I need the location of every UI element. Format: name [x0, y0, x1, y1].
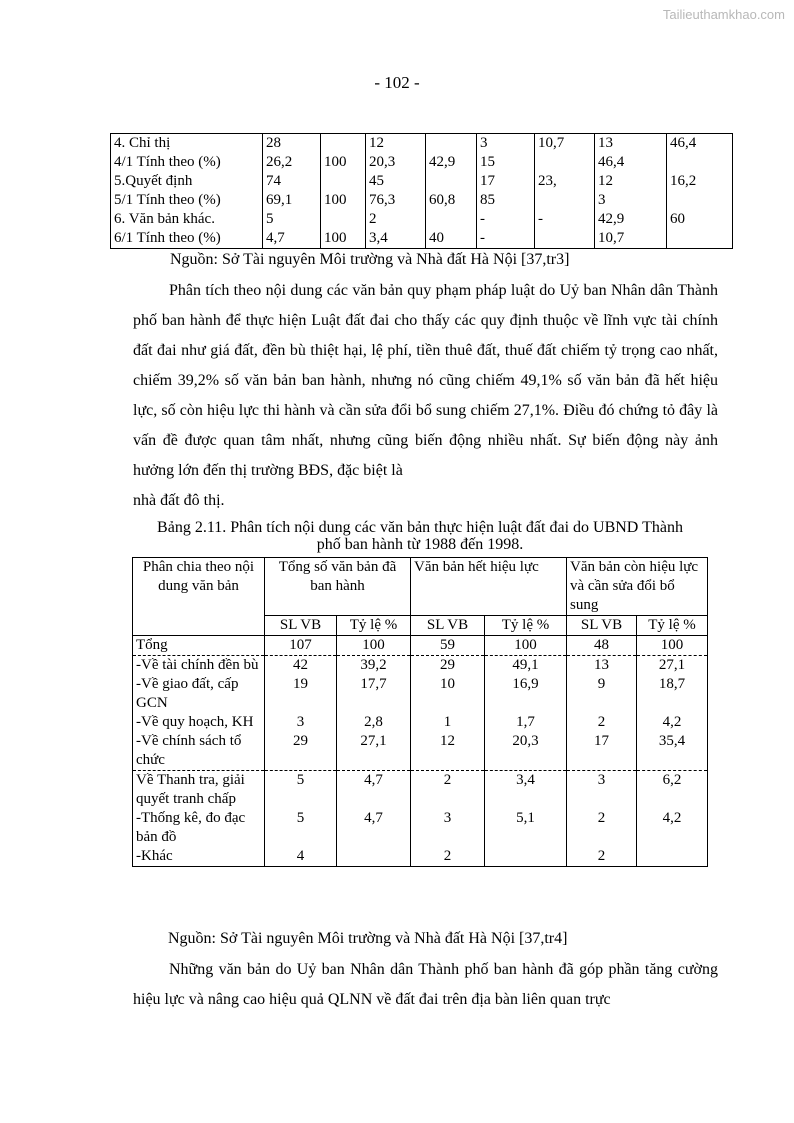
table-cell: 4,2: [637, 713, 708, 732]
table-cell: [667, 229, 733, 249]
table-cell: 13: [595, 134, 667, 154]
table-cell: 13: [567, 656, 637, 676]
table-cell: 2: [411, 847, 485, 867]
row-label: 4. Chỉ thị: [111, 134, 263, 154]
table-cell: 40: [426, 229, 477, 249]
row-label: -Thống kê, đo đạc bản đồ: [133, 809, 265, 847]
table-cell: 39,2: [337, 656, 411, 676]
table-cell: -: [477, 229, 535, 249]
table-cell: 19: [265, 675, 337, 713]
paragraph-analysis-text: Phân tích theo nội dung các văn bản quy phạm pháp luật do Uỷ ban Nhân dân Thành phố ban hành để thực hiện Luật đất đai cho thấy các quy định thuộc về lĩnh vực tài chính đất đai như giá đất, đền bù thiệt hại, lệ phí, tiền thuê đất, thuế đất chiếm tỷ trọng cao nhất, chiếm 39,2% số văn bản ban hành, nhưng nó cũng chiếm 49,1% số văn bản đã hết hiệu lực, số còn hiệu lực thi hành và cần sửa đổi bổ sung chiếm 27,1%. Điều đó chứng tỏ đây là vấn đề được quan tâm nhất, nhưng cũng biến động nhiều nhất. Sự biến động này ảnh hưởng lớn đến thị trường BĐS, đặc biệt là: [133, 282, 718, 479]
table-cell: 69,1: [263, 191, 321, 210]
row-label: 6/1 Tính theo (%): [111, 229, 263, 249]
row-label: -Về quy hoạch, KH: [133, 713, 265, 732]
table-cell: 12: [595, 172, 667, 191]
table-cell: [535, 191, 595, 210]
table-cell: [426, 210, 477, 229]
table-row: [133, 636, 708, 656]
table-cell: 18,7: [637, 675, 708, 713]
row-label: -Khác: [133, 847, 265, 867]
table-cell: 29: [265, 732, 337, 771]
table-row: [133, 771, 708, 810]
row-label: 5.Quyết định: [111, 172, 263, 191]
table-cell: 1: [411, 713, 485, 732]
table-1-row: [111, 172, 733, 191]
table-cell: 45: [366, 172, 426, 191]
table-cell: -: [477, 210, 535, 229]
table-cell: 3: [595, 191, 667, 210]
table-cell: 3: [567, 771, 637, 810]
table-cell: 2: [567, 847, 637, 867]
table-cell: 5: [265, 771, 337, 810]
table-cell: [485, 847, 567, 867]
table-cell: 16,2: [667, 172, 733, 191]
table-cell: 20,3: [366, 153, 426, 172]
table-cell: 15: [477, 153, 535, 172]
table-cell: 10: [411, 675, 485, 713]
header-expired: Văn bản hết hiệu lực: [411, 558, 567, 616]
paragraph-analysis-last-line: nhà đất đô thị.: [133, 492, 225, 509]
table-cell: 42,9: [426, 153, 477, 172]
paragraph-conclusion: [133, 955, 718, 1015]
table-2-caption-line-1: Bảng 2.11. Phân tích nội dung các văn bản thực hiện luật đất đai do UBND Thành: [157, 519, 683, 536]
table-1-row: [111, 210, 733, 229]
table-cell: 100: [321, 153, 366, 172]
table-cell: 46,4: [595, 153, 667, 172]
table-cell: 2: [366, 210, 426, 229]
table-cell: 12: [366, 134, 426, 154]
row-label: 4/1 Tính theo (%): [111, 153, 263, 172]
table-1-row: [111, 134, 733, 154]
table-cell: 26,2: [263, 153, 321, 172]
table-2-caption-line-2: phố ban hành từ 1988 đến 1998.: [316, 536, 524, 553]
table-cell: [321, 210, 366, 229]
table-cell: 6,2: [637, 771, 708, 810]
row-label: -Về giao đất, cấp GCN: [133, 675, 265, 713]
paragraph-conclusion-text: Những văn bản do Uỷ ban Nhân dân Thành phố ban hành đã góp phần tăng cường hiệu lực và nâng cao hiệu quả QLNN về đất đai trên địa bàn liên quan trực: [133, 961, 718, 1008]
table-1-fragment: [110, 133, 733, 249]
table-cell: 1,7: [485, 713, 567, 732]
table-cell: [535, 153, 595, 172]
table-cell: 76,3: [366, 191, 426, 210]
row-label: 6. Văn bản khác.: [111, 210, 263, 229]
table-2-caption: [120, 519, 720, 553]
table-cell: 2: [411, 771, 485, 810]
table-cell: 60: [667, 210, 733, 229]
table-cell: 4,2: [637, 809, 708, 847]
table-row: [133, 656, 708, 676]
table-cell: [321, 134, 366, 154]
header-category: Phân chia theo nội dung văn bản: [133, 558, 265, 636]
table-cell: 28: [263, 134, 321, 154]
table-cell: 60,8: [426, 191, 477, 210]
table-row: [133, 732, 708, 771]
table-cell: 10,7: [595, 229, 667, 249]
table-row: [133, 675, 708, 713]
table-cell: 35,4: [637, 732, 708, 771]
table-cell: 17,7: [337, 675, 411, 713]
table-cell: [667, 153, 733, 172]
table-cell: 74: [263, 172, 321, 191]
subheader-cell: SL VB: [567, 616, 637, 636]
table-cell: -: [535, 210, 595, 229]
subheader-cell: SL VB: [265, 616, 337, 636]
table-cell: 48: [567, 636, 637, 656]
row-label: -Về tài chính đền bù: [133, 656, 265, 676]
table-cell: 100: [485, 636, 567, 656]
table-cell: 17: [567, 732, 637, 771]
table-cell: 9: [567, 675, 637, 713]
table-cell: 27,1: [337, 732, 411, 771]
table-1-row: [111, 153, 733, 172]
table-row: [133, 713, 708, 732]
subheader-cell: Tỷ lệ %: [637, 616, 708, 636]
table-1-row: [111, 229, 733, 249]
table-cell: 100: [637, 636, 708, 656]
table-cell: 3: [411, 809, 485, 847]
paragraph-analysis: [133, 276, 718, 516]
table-cell: [535, 229, 595, 249]
watermark: Tailieuthamkhao.com: [662, 7, 785, 22]
table-row: [133, 847, 708, 867]
table-cell: 100: [321, 229, 366, 249]
subheader-cell: Tỷ lệ %: [485, 616, 567, 636]
table-cell: 107: [265, 636, 337, 656]
table-cell: 27,1: [637, 656, 708, 676]
table-cell: 59: [411, 636, 485, 656]
table-cell: 12: [411, 732, 485, 771]
table-cell: 4,7: [263, 229, 321, 249]
row-label: 5/1 Tính theo (%): [111, 191, 263, 210]
table-cell: 5: [265, 809, 337, 847]
table-cell: 4,7: [337, 809, 411, 847]
table-cell: 29: [411, 656, 485, 676]
row-label: -Về chính sách tổ chức: [133, 732, 265, 771]
header-valid-need-amend: Văn bản còn hiệu lực và cần sửa đổi bổ sung: [567, 558, 708, 616]
row-label: Tổng: [133, 636, 265, 656]
table-cell: 2: [567, 809, 637, 847]
table-cell: 2,8: [337, 713, 411, 732]
row-label: Về Thanh tra, giải quyết tranh chấp: [133, 771, 265, 810]
table-cell: 85: [477, 191, 535, 210]
table-cell: 3,4: [366, 229, 426, 249]
table-2: [132, 557, 708, 867]
table-cell: 3: [477, 134, 535, 154]
table-cell: [637, 847, 708, 867]
table-1-row: [111, 191, 733, 210]
table-cell: [426, 134, 477, 154]
table-cell: 17: [477, 172, 535, 191]
table-cell: 4,7: [337, 771, 411, 810]
table-cell: 10,7: [535, 134, 595, 154]
header-total-issued: Tổng số văn bản đã ban hành: [265, 558, 411, 616]
table-cell: 49,1: [485, 656, 567, 676]
table-cell: 42,9: [595, 210, 667, 229]
table-cell: 3: [265, 713, 337, 732]
table-cell: [321, 172, 366, 191]
table-cell: 4: [265, 847, 337, 867]
page-number: - 102 -: [374, 73, 420, 92]
table-cell: 46,4: [667, 134, 733, 154]
table-2-source: Nguồn: Sở Tài nguyên Môi trường và Nhà đất Hà Nội [37,tr4]: [168, 930, 568, 947]
table-cell: 5,1: [485, 809, 567, 847]
table-cell: 5: [263, 210, 321, 229]
table-cell: [337, 847, 411, 867]
table-cell: 20,3: [485, 732, 567, 771]
table-row: [133, 809, 708, 847]
subheader-cell: Tỷ lệ %: [337, 616, 411, 636]
subheader-cell: SL VB: [411, 616, 485, 636]
table-cell: 16,9: [485, 675, 567, 713]
table-cell: 2: [567, 713, 637, 732]
table-cell: 42: [265, 656, 337, 676]
table-cell: 100: [321, 191, 366, 210]
table-cell: [426, 172, 477, 191]
table-cell: 100: [337, 636, 411, 656]
table-cell: 3,4: [485, 771, 567, 810]
table-cell: [667, 191, 733, 210]
table-1-source: Nguồn: Sở Tài nguyên Môi trường và Nhà đất Hà Nội [37,tr3]: [170, 251, 570, 268]
table-cell: 23,: [535, 172, 595, 191]
